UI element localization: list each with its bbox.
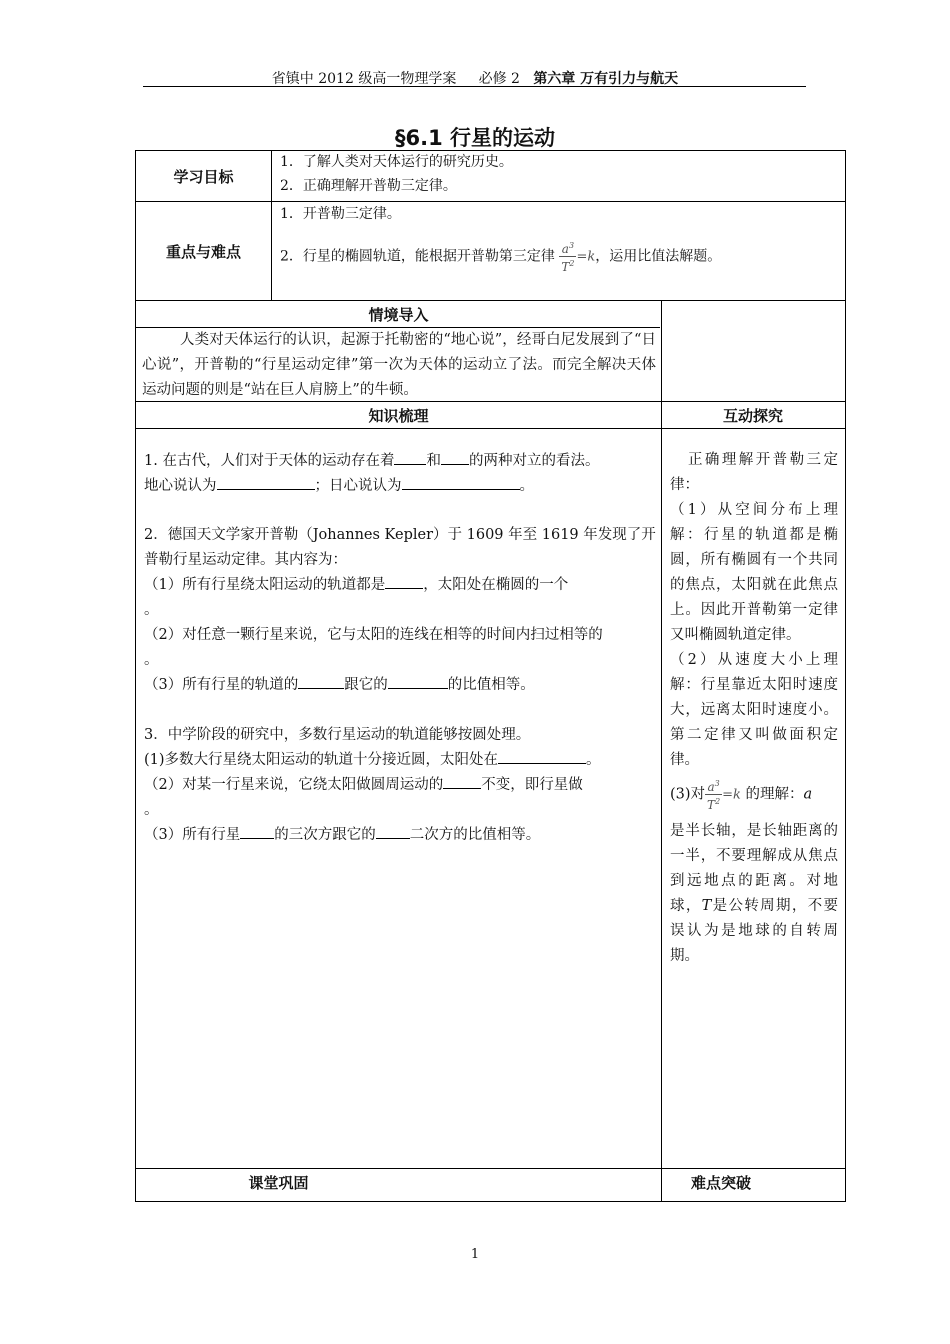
explore-p3: （2）从速度大小上理解：行星靠近太阳时速度大，远离太阳时速度小。第二定律又叫做面积定律。 [670,652,838,768]
knowledge-q1 [144,449,656,499]
answer-blank[interactable] [240,824,274,839]
formula-denominator-exp: 2 [715,797,721,806]
q3-text: 的三次方跟它的 [274,827,376,843]
header-middle: 必修 2 [478,71,520,87]
formula-numerator-exp: 3 [714,779,720,788]
q1-text: 的两种对立的看法。 [468,453,600,469]
q2-text: 。 [144,652,159,668]
page-title: §6.1 行星的运动 [394,126,555,150]
q1-text: ；日心说认为 [314,478,402,494]
formula-numerator: a [707,780,715,794]
explore-p4-text: (3)对 [670,786,706,803]
objectives-label: 学习目标 [173,168,234,186]
answer-blank[interactable] [385,574,423,589]
keypoints-label: 重点与难点 [165,243,241,261]
answer-blank[interactable] [443,774,481,789]
knowledge-q3 [144,723,656,848]
q3-text: 。 [144,802,159,818]
intro-text: 人类对天体运行的认识，起源于托勒密的“地心说”，经哥白尼发展到了“日心说”，开普勒的“行星运动定律”第一次为天体的运动立了法。而完全解决天体运动问题的则是“站在巨人肩膀上”的牛顿。 [142,332,656,398]
header-right: 第六章 万有引力与航天 [533,71,679,87]
q2-text: （1）所有行星绕太阳运动的轨道都是 [144,577,386,593]
formula-denominator: T [561,260,570,274]
explore-p2: （1）从空间分布上理解：行星的轨道都是椭圆，所有椭圆有一个共同的焦点，太阳就在此焦点上。因此开普勒第一定律又叫椭圆轨道定律。 [670,502,838,643]
explore-p5-var: T [701,897,712,914]
kepler-formula [705,777,722,812]
divider [136,1168,845,1169]
keypoint-item-2 [280,239,721,275]
formula-denominator-exp: 2 [569,259,575,268]
explore-p5-text: 是半长轴，是长轴距离的一半，不要理解成从焦点到远地点的距离。对地球， [670,822,838,914]
formula-numerator: a [561,242,569,256]
q1-text: 地心说认为 [144,478,217,494]
page-number: 1 [470,1247,480,1262]
answer-blank[interactable] [376,824,410,839]
q1-text: 1. 在古代，人们对于天体的运动存在着 [144,453,395,469]
divider [136,428,845,429]
page-header [145,68,805,88]
answer-blank[interactable] [217,475,315,490]
explore-p5-text: 是公转周期，不要误认为是地球的自转周期。 [670,897,839,964]
answer-blank[interactable] [402,475,520,490]
divider [136,201,845,202]
q3-text: （3）所有行星 [144,827,241,843]
q3-text: 3．中学阶段的研究中，多数行星运动的轨道能够按圆处理。 [144,727,531,743]
difficulty-heading: 难点突破 [690,1174,751,1192]
header-left: 省镇中 2012 级高一物理学案 [271,71,457,87]
explore-p4 [670,777,838,813]
q3-text: （2）对某一行星来说，它绕太阳做圆周运动的 [144,777,444,793]
q3-text: (1)多数大行星绕太阳运动的轨道十分接近圆，太阳处在 [144,752,499,768]
q3-text: 二次方的比值相等。 [409,827,541,843]
formula-numerator-exp: 3 [568,241,575,250]
explore-p4-var: a [803,786,813,803]
q2-text: （2）对任意一颗行星来说，它与太阳的连线在相等的时间内扫过相等的 [144,627,603,643]
answer-blank[interactable] [394,450,426,465]
q3-text: 不变，即行星做 [481,777,583,793]
answer-blank[interactable] [298,674,344,689]
objective-item-1: 1．了解人类对天体运行的研究历史。 [280,154,513,170]
formula-rhs: =k [576,249,596,265]
objectives-table [135,150,846,301]
q3-text: 。 [586,752,601,768]
answer-blank[interactable] [441,450,469,465]
explore-heading: 互动探究 [722,407,783,425]
answer-blank[interactable] [388,674,448,689]
formula-rhs: =k [722,787,741,803]
lesson-table [135,300,846,1202]
q2-text: ，太阳处在椭圆的一个 [423,577,569,593]
q1-text: 和 [426,453,441,469]
divider [271,151,272,300]
q1-text: 。 [519,478,534,494]
q2-text: 。 [144,602,159,618]
consolidation-heading: 课堂巩固 [248,1174,309,1192]
q2-text: 的比值相等。 [447,677,535,693]
explore-p4-text: 的理解： [745,786,804,803]
keypoint-item-2-text: 2．行星的椭圆轨道，能根据开普勒第三定律 [280,248,555,265]
q2-text: （3）所有行星的轨道的 [144,677,299,693]
divider [661,301,662,1201]
objective-item-2: 2．正确理解开普勒三定律。 [280,178,457,194]
kepler-formula [559,239,576,274]
answer-blank[interactable] [498,749,586,764]
explore-content [670,448,838,969]
formula-denominator: T [707,798,716,812]
keypoint-item-2-tail: ，运用比值法解题。 [595,248,722,265]
header-rule [143,86,806,87]
knowledge-q2 [144,523,656,698]
explore-p1: 正确理解开普勒三定律： [670,452,838,493]
intro-heading: 情境导入 [368,306,429,324]
keypoint-item-1: 1．开普勒三定律。 [280,206,401,222]
q2-text: 跟它的 [344,677,388,693]
knowledge-heading: 知识梳理 [368,407,429,425]
explore-p5 [670,819,838,969]
q2-text: 2．德国天文学家开普勒（Johannes Kepler）于 1609 年至 1619 年发现了开普勒行星运动定律。其内容为： [144,527,656,568]
